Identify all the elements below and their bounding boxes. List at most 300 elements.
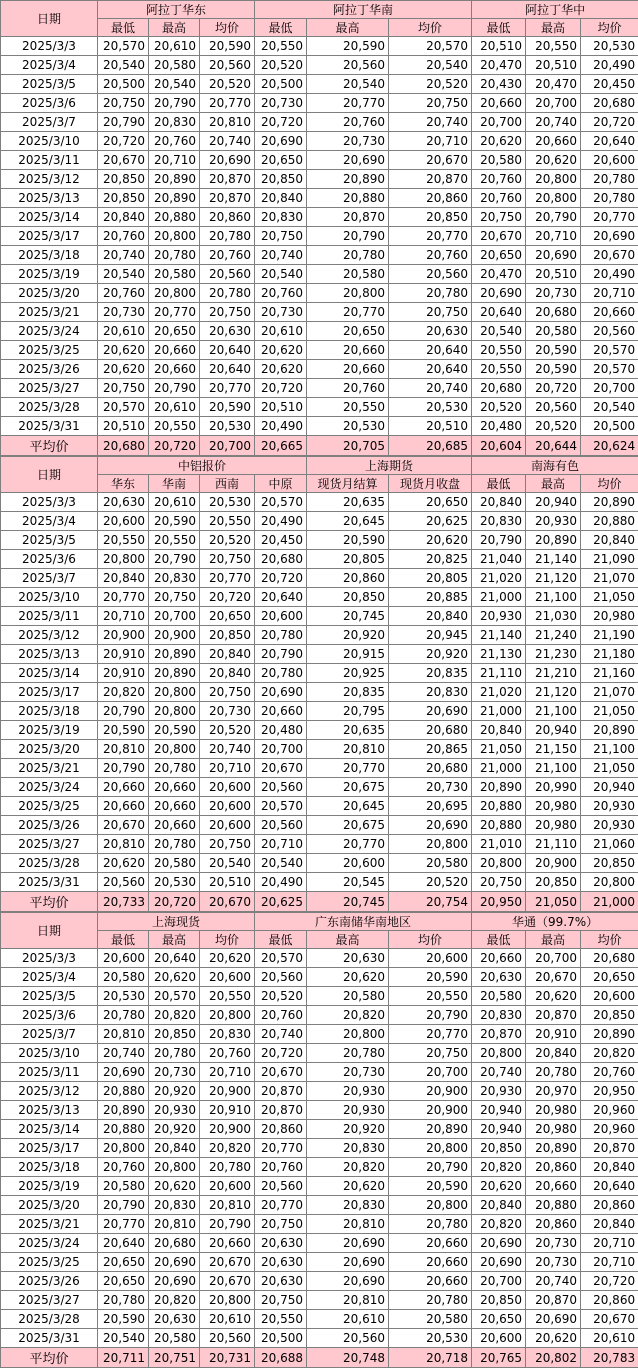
price-cell: 20,840 bbox=[581, 1158, 638, 1177]
price-cell: 20,770 bbox=[307, 303, 389, 322]
price-cell: 20,880 bbox=[98, 1120, 149, 1139]
price-cell: 20,830 bbox=[149, 113, 200, 132]
price-cell: 21,130 bbox=[472, 645, 526, 664]
price-cell: 20,810 bbox=[307, 1215, 389, 1234]
price-cell: 20,690 bbox=[255, 683, 307, 702]
price-cell: 20,770 bbox=[581, 208, 638, 227]
table-row bbox=[1, 987, 638, 1006]
price-cell: 20,940 bbox=[581, 778, 638, 797]
price-cell: 20,590 bbox=[149, 512, 200, 531]
price-cell: 20,620 bbox=[149, 968, 200, 987]
price-cell: 20,840 bbox=[200, 664, 255, 683]
price-cell: 20,690 bbox=[307, 1253, 389, 1272]
table-row bbox=[1, 1120, 638, 1139]
table-row bbox=[1, 512, 638, 531]
average-label: 平均价 bbox=[1, 1348, 98, 1368]
price-cell: 20,610 bbox=[200, 1310, 255, 1329]
price-cell: 20,915 bbox=[307, 645, 389, 664]
group-header: 中铝报价 bbox=[98, 457, 307, 475]
price-cell: 20,580 bbox=[307, 987, 389, 1006]
price-cell: 20,980 bbox=[526, 1101, 581, 1120]
date-cell: 2025/3/31 bbox=[1, 417, 98, 436]
price-cell: 20,800 bbox=[149, 227, 200, 246]
price-cell: 20,560 bbox=[255, 1177, 307, 1196]
price-cell: 20,450 bbox=[581, 75, 638, 94]
table-row bbox=[1, 683, 638, 702]
date-cell: 2025/3/28 bbox=[1, 398, 98, 417]
price-cell: 20,800 bbox=[526, 189, 581, 208]
table-row bbox=[1, 1063, 638, 1082]
price-cell: 20,890 bbox=[149, 170, 200, 189]
price-cell: 20,960 bbox=[581, 1101, 638, 1120]
price-cell: 20,780 bbox=[389, 1215, 472, 1234]
price-cell: 20,890 bbox=[149, 664, 200, 683]
price-cell: 20,580 bbox=[389, 1310, 472, 1329]
price-cell: 20,680 bbox=[526, 303, 581, 322]
price-cell: 20,860 bbox=[581, 1291, 638, 1310]
price-cell: 20,470 bbox=[472, 56, 526, 75]
table-row bbox=[1, 1082, 638, 1101]
price-cell: 20,800 bbox=[200, 1291, 255, 1310]
price-cell: 20,850 bbox=[255, 170, 307, 189]
price-cell: 20,670 bbox=[98, 816, 149, 835]
sub-header: 最低 bbox=[255, 19, 307, 37]
price-cell: 20,780 bbox=[307, 246, 389, 265]
price-cell: 20,540 bbox=[98, 1329, 149, 1348]
table-row bbox=[1, 569, 638, 588]
price-cell: 20,650 bbox=[307, 322, 389, 341]
price-cell: 21,110 bbox=[526, 835, 581, 854]
price-cell: 20,600 bbox=[200, 816, 255, 835]
price-cell: 20,590 bbox=[526, 341, 581, 360]
price-cell: 20,760 bbox=[255, 1006, 307, 1025]
price-cell: 20,745 bbox=[307, 607, 389, 626]
price-cell: 20,890 bbox=[307, 170, 389, 189]
price-cell: 20,880 bbox=[149, 208, 200, 227]
price-cell: 20,800 bbox=[472, 1044, 526, 1063]
price-cell: 20,490 bbox=[581, 265, 638, 284]
price-cell: 20,820 bbox=[472, 1215, 526, 1234]
price-cell: 20,780 bbox=[581, 189, 638, 208]
price-cell: 20,800 bbox=[307, 1025, 389, 1044]
price-cell: 20,550 bbox=[200, 987, 255, 1006]
price-cell: 20,880 bbox=[98, 1082, 149, 1101]
date-cell: 2025/3/6 bbox=[1, 550, 98, 569]
price-cell: 21,000 bbox=[472, 588, 526, 607]
price-cell: 20,500 bbox=[255, 75, 307, 94]
date-cell: 2025/3/3 bbox=[1, 493, 98, 512]
price-cell: 20,980 bbox=[526, 816, 581, 835]
table-row bbox=[1, 607, 638, 626]
price-cell: 20,630 bbox=[472, 968, 526, 987]
table-row bbox=[1, 740, 638, 759]
sub-header: 最低 bbox=[472, 475, 526, 493]
price-cell: 20,530 bbox=[200, 493, 255, 512]
price-cell: 20,890 bbox=[526, 531, 581, 550]
price-cell: 20,800 bbox=[149, 740, 200, 759]
date-cell: 2025/3/12 bbox=[1, 1082, 98, 1101]
sub-header: 最高 bbox=[149, 19, 200, 37]
price-cell: 20,780 bbox=[98, 1291, 149, 1310]
price-cell: 20,870 bbox=[200, 170, 255, 189]
average-label: 平均价 bbox=[1, 436, 98, 456]
price-cell: 20,840 bbox=[472, 493, 526, 512]
price-cell: 20,550 bbox=[307, 398, 389, 417]
table-row bbox=[1, 759, 638, 778]
price-cell: 20,650 bbox=[472, 1310, 526, 1329]
price-cell: 21,100 bbox=[526, 702, 581, 721]
price-cell: 20,520 bbox=[200, 75, 255, 94]
price-cell: 20,520 bbox=[526, 417, 581, 436]
price-cell: 20,800 bbox=[149, 702, 200, 721]
price-cell: 20,860 bbox=[200, 208, 255, 227]
price-cell: 20,800 bbox=[98, 1139, 149, 1158]
price-cell: 20,570 bbox=[389, 37, 472, 56]
price-cell: 20,790 bbox=[98, 113, 149, 132]
price-cell: 20,830 bbox=[149, 1196, 200, 1215]
price-cell: 20,730 bbox=[526, 1234, 581, 1253]
price-cell: 20,780 bbox=[389, 1291, 472, 1310]
date-cell: 2025/3/19 bbox=[1, 1177, 98, 1196]
price-cell: 20,820 bbox=[98, 683, 149, 702]
price-cell: 20,625 bbox=[389, 512, 472, 531]
price-cell: 20,570 bbox=[255, 797, 307, 816]
price-cell: 21,050 bbox=[581, 759, 638, 778]
price-cell: 20,560 bbox=[307, 1329, 389, 1348]
price-cell: 20,780 bbox=[526, 1063, 581, 1082]
price-cell: 20,650 bbox=[98, 1253, 149, 1272]
price-cell: 20,930 bbox=[472, 1082, 526, 1101]
price-cell: 20,760 bbox=[472, 189, 526, 208]
price-cell: 20,835 bbox=[389, 664, 472, 683]
price-cell: 20,810 bbox=[98, 1025, 149, 1044]
price-cell: 20,760 bbox=[307, 113, 389, 132]
price-cell: 20,700 bbox=[255, 740, 307, 759]
price-cell: 20,850 bbox=[472, 1291, 526, 1310]
date-cell: 2025/3/25 bbox=[1, 797, 98, 816]
date-cell: 2025/3/24 bbox=[1, 1234, 98, 1253]
price-cell: 20,980 bbox=[526, 797, 581, 816]
price-cell: 20,770 bbox=[389, 1025, 472, 1044]
date-cell: 2025/3/17 bbox=[1, 683, 98, 702]
price-cell: 20,810 bbox=[200, 113, 255, 132]
date-cell: 2025/3/13 bbox=[1, 189, 98, 208]
price-cell: 20,820 bbox=[307, 1158, 389, 1177]
price-cell: 20,850 bbox=[200, 626, 255, 645]
price-cell: 20,720 bbox=[255, 113, 307, 132]
price-cell: 20,710 bbox=[389, 132, 472, 151]
price-cell: 20,730 bbox=[149, 1063, 200, 1082]
sub-header: 均价 bbox=[389, 931, 472, 949]
price-cell: 20,790 bbox=[98, 702, 149, 721]
date-cell: 2025/3/24 bbox=[1, 778, 98, 797]
price-cell: 20,670 bbox=[581, 246, 638, 265]
price-cell: 20,560 bbox=[200, 56, 255, 75]
price-cell: 20,800 bbox=[389, 1196, 472, 1215]
price-cell: 20,780 bbox=[389, 284, 472, 303]
price-cell: 20,650 bbox=[581, 968, 638, 987]
price-cell: 20,740 bbox=[255, 246, 307, 265]
price-cell: 20,510 bbox=[200, 873, 255, 892]
price-cell: 20,900 bbox=[389, 1082, 472, 1101]
price-cell: 20,780 bbox=[98, 1006, 149, 1025]
price-cell: 20,770 bbox=[98, 588, 149, 607]
price-cell: 20,750 bbox=[255, 1291, 307, 1310]
price-cell: 20,790 bbox=[255, 645, 307, 664]
price-cell: 20,645 bbox=[307, 512, 389, 531]
price-cell: 20,680 bbox=[389, 759, 472, 778]
date-cell: 2025/3/13 bbox=[1, 1101, 98, 1120]
price-cell: 20,545 bbox=[307, 873, 389, 892]
price-cell: 20,870 bbox=[581, 1139, 638, 1158]
price-cell: 20,740 bbox=[389, 113, 472, 132]
price-cell: 20,850 bbox=[98, 170, 149, 189]
price-cell: 20,880 bbox=[472, 816, 526, 835]
price-cell: 20,710 bbox=[581, 284, 638, 303]
price-cell: 20,600 bbox=[581, 987, 638, 1006]
date-cell: 2025/3/4 bbox=[1, 512, 98, 531]
date-cell: 2025/3/28 bbox=[1, 1310, 98, 1329]
price-cell: 20,860 bbox=[389, 189, 472, 208]
price-cell: 20,760 bbox=[255, 1158, 307, 1177]
date-cell: 2025/3/3 bbox=[1, 37, 98, 56]
price-cell: 20,650 bbox=[472, 246, 526, 265]
group-header: 阿拉丁华南 bbox=[255, 1, 472, 19]
price-cell: 20,600 bbox=[389, 949, 472, 968]
price-cell: 20,670 bbox=[98, 151, 149, 170]
price-cell: 20,770 bbox=[200, 569, 255, 588]
date-cell: 2025/3/20 bbox=[1, 740, 98, 759]
average-cell: 20,748 bbox=[307, 1348, 389, 1368]
price-cell: 20,920 bbox=[149, 1120, 200, 1139]
price-cell: 20,825 bbox=[389, 550, 472, 569]
price-cell: 20,660 bbox=[389, 1253, 472, 1272]
price-cell: 20,570 bbox=[98, 398, 149, 417]
sub-header: 最高 bbox=[526, 19, 581, 37]
price-cell: 20,800 bbox=[307, 284, 389, 303]
date-cell: 2025/3/31 bbox=[1, 1329, 98, 1348]
price-cell: 20,740 bbox=[200, 740, 255, 759]
price-cell: 20,520 bbox=[255, 56, 307, 75]
price-cell: 20,780 bbox=[307, 1044, 389, 1063]
sub-header: 现货月结算 bbox=[307, 475, 389, 493]
price-cell: 21,190 bbox=[581, 626, 638, 645]
price-cell: 20,430 bbox=[472, 75, 526, 94]
price-cell: 20,740 bbox=[526, 113, 581, 132]
price-cell: 20,750 bbox=[255, 227, 307, 246]
price-cell: 20,720 bbox=[200, 588, 255, 607]
date-cell: 2025/3/7 bbox=[1, 113, 98, 132]
price-cell: 20,880 bbox=[581, 512, 638, 531]
price-cell: 20,720 bbox=[98, 132, 149, 151]
price-cell: 20,600 bbox=[200, 797, 255, 816]
price-cell: 20,770 bbox=[200, 94, 255, 113]
price-cell: 20,640 bbox=[389, 341, 472, 360]
price-cell: 20,630 bbox=[307, 949, 389, 968]
price-cell: 20,750 bbox=[389, 94, 472, 113]
average-cell: 21,050 bbox=[526, 892, 581, 912]
table-row bbox=[1, 949, 638, 968]
price-cell: 20,540 bbox=[472, 322, 526, 341]
price-cell: 21,240 bbox=[526, 626, 581, 645]
price-cell: 20,780 bbox=[581, 170, 638, 189]
date-cell: 2025/3/24 bbox=[1, 322, 98, 341]
price-cell: 20,860 bbox=[526, 1158, 581, 1177]
price-cell: 21,160 bbox=[581, 664, 638, 683]
price-cell: 20,790 bbox=[98, 759, 149, 778]
price-cell: 20,960 bbox=[581, 1120, 638, 1139]
price-cell: 21,090 bbox=[581, 550, 638, 569]
price-cell: 20,560 bbox=[526, 398, 581, 417]
price-cell: 20,750 bbox=[255, 1215, 307, 1234]
price-cell: 20,660 bbox=[389, 1272, 472, 1291]
price-cell: 20,810 bbox=[98, 740, 149, 759]
table-row bbox=[1, 854, 638, 873]
price-cell: 20,700 bbox=[472, 1272, 526, 1291]
price-cell: 20,640 bbox=[200, 360, 255, 379]
price-cell: 20,690 bbox=[472, 1234, 526, 1253]
price-cell: 20,570 bbox=[581, 341, 638, 360]
table-row bbox=[1, 151, 638, 170]
price-cell: 20,865 bbox=[389, 740, 472, 759]
price-cell: 20,860 bbox=[255, 1120, 307, 1139]
price-cell: 20,490 bbox=[581, 56, 638, 75]
average-cell: 20,754 bbox=[389, 892, 472, 912]
price-cell: 20,740 bbox=[526, 1272, 581, 1291]
date-cell: 2025/3/7 bbox=[1, 1025, 98, 1044]
sub-header: 均价 bbox=[581, 19, 638, 37]
sub-header: 最高 bbox=[149, 931, 200, 949]
price-cell: 20,620 bbox=[98, 360, 149, 379]
price-cell: 20,770 bbox=[307, 94, 389, 113]
price-cell: 20,940 bbox=[472, 1120, 526, 1139]
price-cell: 20,760 bbox=[200, 1044, 255, 1063]
price-cell: 20,850 bbox=[472, 1139, 526, 1158]
price-cell: 20,860 bbox=[581, 1196, 638, 1215]
date-cell: 2025/3/12 bbox=[1, 626, 98, 645]
date-cell: 2025/3/26 bbox=[1, 816, 98, 835]
average-cell: 20,625 bbox=[255, 892, 307, 912]
average-cell: 20,950 bbox=[472, 892, 526, 912]
table-row bbox=[1, 322, 638, 341]
price-cell: 20,660 bbox=[472, 94, 526, 113]
price-cell: 20,640 bbox=[472, 303, 526, 322]
price-cell: 20,840 bbox=[98, 569, 149, 588]
price-cell: 20,870 bbox=[526, 1006, 581, 1025]
price-cell: 20,630 bbox=[200, 322, 255, 341]
price-cell: 20,560 bbox=[581, 322, 638, 341]
price-cell: 20,790 bbox=[98, 1196, 149, 1215]
average-cell: 20,733 bbox=[98, 892, 149, 912]
price-cell: 20,660 bbox=[98, 797, 149, 816]
price-cell: 20,720 bbox=[581, 113, 638, 132]
price-cell: 20,850 bbox=[149, 1025, 200, 1044]
price-cell: 20,580 bbox=[149, 1329, 200, 1348]
average-cell: 20,731 bbox=[200, 1348, 255, 1368]
price-cell: 20,830 bbox=[389, 683, 472, 702]
sub-header: 最低 bbox=[255, 931, 307, 949]
price-cell: 20,810 bbox=[307, 1291, 389, 1310]
date-cell: 2025/3/14 bbox=[1, 1120, 98, 1139]
price-cell: 21,020 bbox=[472, 683, 526, 702]
price-cell: 20,590 bbox=[389, 968, 472, 987]
price-cell: 20,930 bbox=[472, 607, 526, 626]
price-cell: 20,520 bbox=[389, 873, 472, 892]
sub-header: 华东 bbox=[98, 475, 149, 493]
price-cell: 20,570 bbox=[255, 493, 307, 512]
price-cell: 21,100 bbox=[581, 740, 638, 759]
table-row bbox=[1, 968, 638, 987]
price-cell: 20,570 bbox=[149, 987, 200, 1006]
price-cell: 21,000 bbox=[472, 759, 526, 778]
group-header: 广东南储华南地区 bbox=[255, 913, 472, 931]
price-cell: 20,560 bbox=[389, 265, 472, 284]
date-cell: 2025/3/7 bbox=[1, 569, 98, 588]
price-cell: 20,770 bbox=[255, 1196, 307, 1215]
price-cell: 20,530 bbox=[149, 873, 200, 892]
price-cell: 20,680 bbox=[581, 94, 638, 113]
price-cell: 20,600 bbox=[98, 512, 149, 531]
price-cell: 20,870 bbox=[200, 189, 255, 208]
table-row bbox=[1, 170, 638, 189]
date-cell: 2025/3/20 bbox=[1, 1196, 98, 1215]
price-cell: 20,780 bbox=[149, 835, 200, 854]
sub-header: 中原 bbox=[255, 475, 307, 493]
price-cell: 20,730 bbox=[200, 702, 255, 721]
price-cell: 20,600 bbox=[472, 1329, 526, 1348]
price-cell: 20,590 bbox=[98, 1310, 149, 1329]
price-cell: 20,550 bbox=[98, 531, 149, 550]
price-cell: 20,640 bbox=[149, 949, 200, 968]
price-cell: 20,750 bbox=[200, 683, 255, 702]
price-cell: 20,870 bbox=[526, 1291, 581, 1310]
table-row bbox=[1, 626, 638, 645]
price-cell: 20,620 bbox=[149, 1177, 200, 1196]
price-cell: 20,700 bbox=[526, 94, 581, 113]
price-cell: 20,750 bbox=[200, 550, 255, 569]
price-cell: 20,800 bbox=[149, 683, 200, 702]
table-row bbox=[1, 379, 638, 398]
price-cell: 20,790 bbox=[526, 208, 581, 227]
price-cell: 20,930 bbox=[149, 1101, 200, 1120]
table-row bbox=[1, 341, 638, 360]
price-cell: 20,710 bbox=[581, 1234, 638, 1253]
price-cell: 20,800 bbox=[472, 854, 526, 873]
price-cell: 20,700 bbox=[389, 1063, 472, 1082]
price-cell: 20,670 bbox=[389, 151, 472, 170]
table-row bbox=[1, 189, 638, 208]
price-cell: 20,800 bbox=[389, 835, 472, 854]
price-cell: 21,010 bbox=[472, 835, 526, 854]
price-cell: 20,670 bbox=[200, 1272, 255, 1291]
price-cell: 20,660 bbox=[98, 778, 149, 797]
price-cell: 20,690 bbox=[149, 1253, 200, 1272]
price-cell: 20,660 bbox=[581, 303, 638, 322]
price-cell: 20,550 bbox=[526, 37, 581, 56]
price-cell: 20,550 bbox=[472, 360, 526, 379]
price-cell: 20,560 bbox=[98, 873, 149, 892]
price-cell: 20,800 bbox=[526, 170, 581, 189]
price-cell: 20,610 bbox=[581, 1329, 638, 1348]
price-cell: 20,660 bbox=[149, 360, 200, 379]
price-cell: 20,600 bbox=[581, 151, 638, 170]
price-cell: 20,890 bbox=[149, 189, 200, 208]
price-cell: 20,490 bbox=[255, 873, 307, 892]
table-row bbox=[1, 873, 638, 892]
table-row bbox=[1, 1234, 638, 1253]
table-row bbox=[1, 303, 638, 322]
price-cell: 20,610 bbox=[98, 322, 149, 341]
